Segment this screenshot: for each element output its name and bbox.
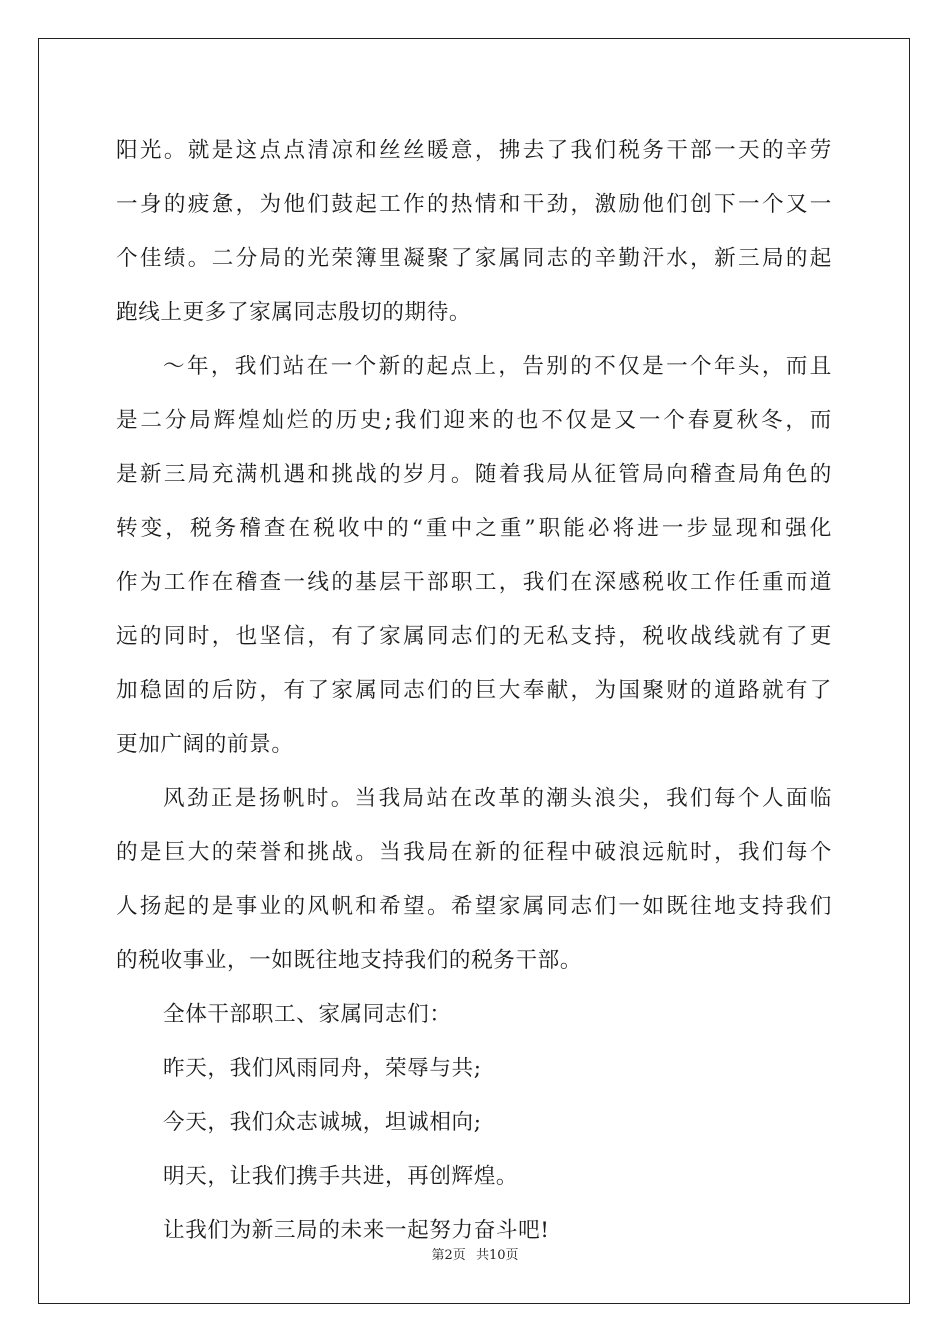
document-body	[116, 124, 832, 1258]
text-line: 更加广阔的前景。	[116, 732, 294, 757]
text-line: 今天，我们众志诚城，坦诚相向;	[163, 1110, 482, 1135]
text-line: 转变，税务稽查在税收中的“重中之重”职能必将进一步显现和强化	[116, 516, 832, 541]
closing-line: 让我们为新三局的未来一起努力奋斗吧!	[163, 1218, 550, 1243]
text-line: 明天，让我们携手共进，再创辉煌。	[163, 1164, 519, 1189]
text-line: 的税收事业，一如既往地支持我们的税务干部。	[116, 948, 583, 973]
text-line: 人扬起的是事业的风帆和希望。希望家属同志们一如既往地支持我们	[116, 894, 832, 919]
salutation-line: 全体干部职工、家属同志们：	[163, 1002, 452, 1027]
page-number: 第2页	[431, 1248, 466, 1263]
text-line: 昨天，我们风雨同舟，荣辱与共;	[163, 1056, 482, 1081]
page-total: 共10页	[475, 1248, 519, 1263]
paragraph	[116, 124, 832, 340]
paragraph	[116, 772, 832, 988]
text-line: 加稳固的后防，有了家属同志们的巨大奉献，为国聚财的道路就有了	[116, 678, 832, 703]
page-footer	[0, 1244, 950, 1263]
paragraph	[116, 340, 832, 772]
text-line: 是二分局辉煌灿烂的历史;我们迎来的也不仅是又一个春夏秋冬，而	[116, 408, 832, 433]
text-line: 风劲正是扬帆时。当我局站在改革的潮头浪尖，我们每个人面临	[163, 786, 832, 811]
text-line: 的是巨大的荣誉和挑战。当我局在新的征程中破浪远航时，我们每个	[116, 840, 832, 865]
text-line: 是新三局充满机遇和挑战的岁月。随着我局从征管局向稽查局角色的	[116, 462, 832, 487]
text-line: 一身的疲惫，为他们鼓起工作的热情和干劲，激励他们创下一个又一	[116, 192, 832, 217]
text-line: 跑线上更多了家属同志殷切的期待。	[116, 300, 472, 325]
text-line: 远的同时，也坚信，有了家属同志们的无私支持，税收战线就有了更	[116, 624, 832, 649]
text-line: 个佳绩。二分局的光荣簿里凝聚了家属同志的辛勤汗水，新三局的起	[116, 246, 832, 271]
text-line: 阳光。就是这点点清凉和丝丝暖意，拂去了我们税务干部一天的辛劳	[116, 138, 832, 163]
text-line: ～年，我们站在一个新的起点上，告别的不仅是一个年头，而且	[163, 354, 832, 379]
text-line: 作为工作在稽查一线的基层干部职工，我们在深感税收工作任重而道	[116, 570, 832, 595]
